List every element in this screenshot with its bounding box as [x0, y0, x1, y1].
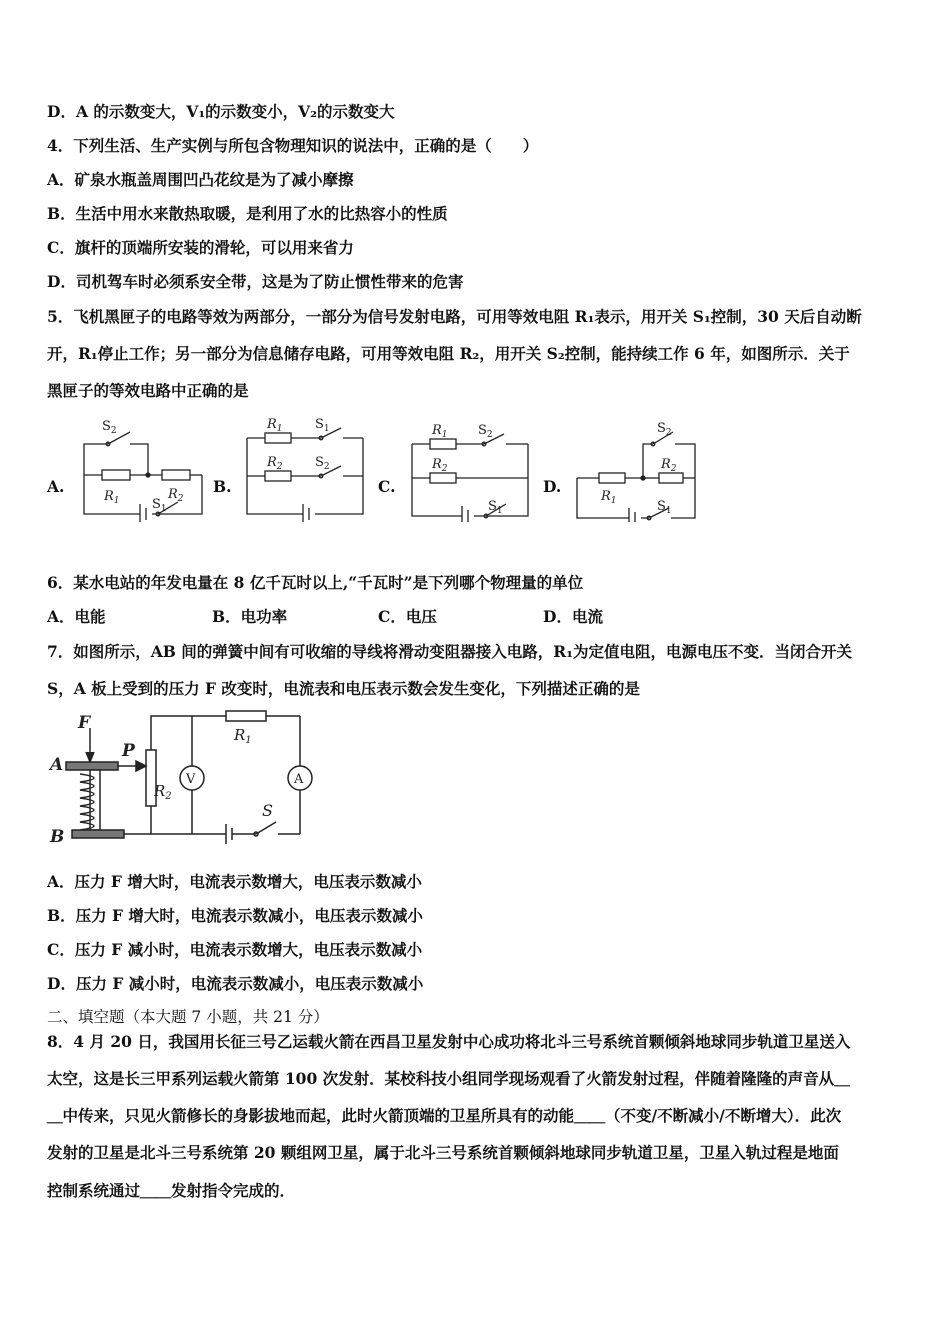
circuit-b-s1-label: S [315, 417, 324, 432]
circuit-a-r2-sub: 2 [177, 494, 184, 504]
q5-stem-line2: 开，R₁停止工作；另一部分为信息储存电路，可用等效电阻 R₂，用开关 S₂控制，能持续工作 6 年，如图所示．关于 [47, 344, 850, 363]
circuit-a-r2-label: R [168, 487, 178, 502]
q4-option-d: D．司机驾车时必须系安全带，这是为了防止惯性带来的危害 [47, 272, 464, 291]
q6-option-b: B．电功率 [212, 607, 288, 626]
svg-text:R1 [233, 726, 252, 746]
q5-label-d: D. [543, 477, 562, 496]
q6-option-a: A．电能 [47, 607, 106, 626]
circuit-c-r2-sub: 2 [441, 464, 448, 474]
q4-option-c: C．旗杆的顶端所安装的滑轮，可以用来省力 [47, 238, 354, 257]
circuit-b-r2-sub: 2 [276, 462, 283, 472]
circuit-c-r1-label: R [432, 423, 442, 438]
circuit-a-s1-sub: 1 [160, 504, 167, 514]
svg-text:R1 [600, 489, 617, 506]
circuit-b-r1-label: R [267, 417, 277, 432]
q5-label-a: A. [47, 477, 65, 496]
circuit-a-diagram [78, 416, 208, 522]
circuit-c-r1-sub: 1 [441, 430, 448, 440]
q8-line4: 发射的卫星是北斗三号系统第 20 颗组网卫星，属于北斗三号系统首颗倾斜地球同步轨道卫星，卫星入轨过程是地面 [47, 1143, 839, 1162]
q4-stem: 4．下列生活、生产实例与所包含物理知识的说法中，正确的是（ ） [47, 136, 539, 155]
q7-option-b: B．压力 F 增大时，电流表示数减小，电压表示数减小 [47, 906, 423, 925]
q6-option-d: D．电流 [543, 607, 603, 626]
circuit-c-s2-label: S [478, 423, 487, 438]
circuit-d-r1-sub: 1 [610, 496, 617, 506]
circuit-d-r2-label: R [661, 457, 671, 472]
circuit-d-r2-sub: 2 [670, 464, 677, 474]
q7-stem-line1: 7．如图所示，AB 间的弹簧中间有可收缩的导线将滑动变阻器接入电路，R₁为定值电阻，电源电压不变．当闭合开关 [47, 642, 852, 661]
circuit-b-s2-sub: 2 [323, 462, 330, 472]
circuit-a-s2-sub: 2 [110, 426, 117, 436]
pressure-sensor-circuit-diagram [48, 710, 328, 850]
circuit-b-r1-sub: 1 [276, 424, 283, 434]
q8-line2: 太空，这是长三甲系列运载火箭第 100 次发射．某校科技小组同学现场观看了火箭发射过程，伴随着隆隆的声音从＿ [47, 1069, 850, 1088]
q5-stem-line1: 5．飞机黑匣子的电路等效为两部分，一部分为信号发射电路，可用等效电阻 R₁表示，用开关 S₁控制，30 天后自动断 [47, 307, 862, 326]
svg-text:S1 [152, 497, 167, 514]
q4-option-a: A．矿泉水瓶盖周围凹凸花纹是为了减小摩擦 [47, 170, 354, 189]
force-f-label: F [78, 713, 91, 733]
circuit-a-r1-label: R [104, 489, 114, 504]
plate-a-label: A [50, 755, 64, 775]
circuit-b-diagram [243, 416, 373, 522]
svg-text:R2 [431, 457, 448, 474]
switch-s-label: S [262, 801, 273, 820]
svg-text:R1 [266, 417, 283, 434]
circuit-c-s2-sub: 2 [486, 430, 493, 440]
q7-option-d: D．压力 F 减小时，电流表示数减小，电压表示数减小 [47, 974, 424, 993]
q6-stem: 6．某水电站的年发电量在 8 亿千瓦时以上,“千瓦时”是下列哪个物理量的单位 [47, 573, 584, 592]
circuit-b-s2-label: S [315, 455, 324, 470]
circuit-d-s1-sub: 1 [665, 506, 672, 516]
resistor-r2-label: R [154, 782, 166, 800]
svg-text:S2 [478, 423, 493, 440]
ammeter-icon: A [294, 772, 304, 787]
circuit-d-s2-label: S [657, 421, 666, 436]
q5-label-b: B. [213, 477, 232, 496]
circuit-d-r1-label: R [601, 489, 611, 504]
svg-text:R1 [103, 489, 120, 506]
circuit-c-s1-sub: 1 [496, 506, 503, 516]
svg-text:S2 [315, 455, 330, 472]
svg-text:S2 [657, 421, 672, 438]
q5-stem-line3: 黑匣子的等效电路中正确的是 [47, 381, 249, 400]
resistor-r1-label: R [234, 726, 246, 744]
q7-stem-line2: S，A 板上受到的压力 F 改变时，电流表和电压表示数会发生变化，下列描述正确的是 [47, 679, 640, 698]
svg-text:R2 [266, 455, 283, 472]
circuit-b-r2-label: R [267, 455, 277, 470]
svg-text:R2 [660, 457, 677, 474]
q5-label-c: C. [378, 477, 396, 496]
q4-option-b: B．生活中用水来散热取暖，是利用了水的比热容小的性质 [47, 204, 448, 223]
circuit-b-s1-sub: 1 [323, 424, 330, 434]
svg-text:S1 [488, 499, 503, 516]
circuit-d-diagram [573, 416, 703, 522]
resistor-r2-sub: 2 [165, 791, 172, 802]
section-2-title: 二、填空题（本大题 7 小题，共 21 分） [47, 1008, 329, 1026]
q8-line3: ＿中传来，只见火箭修长的身影拔地而起，此时火箭顶端的卫星所具有的动能＿＿（不变/不断减小/不断增大）．此次 [47, 1106, 842, 1125]
circuit-a-r1-sub: 1 [113, 496, 120, 506]
svg-text:S1 [315, 417, 330, 434]
circuit-d-s1-label: S [657, 499, 666, 514]
circuit-c-diagram [408, 416, 538, 522]
svg-text:R1 [431, 423, 448, 440]
circuit-c-r2-label: R [432, 457, 442, 472]
q7-option-a: A．压力 F 增大时，电流表示数增大，电压表示数减小 [47, 872, 422, 891]
voltmeter-icon: V [186, 772, 196, 787]
svg-text:R2 [167, 487, 184, 504]
q8-line1: 8．4 月 20 日，我国用长征三号乙运载火箭在西昌卫星发射中心成功将北斗三号系统首颗倾斜地球同步轨道卫星送入 [47, 1032, 851, 1051]
resistor-r1-sub: 1 [245, 735, 252, 746]
circuit-a-s1-label: S [152, 497, 161, 512]
svg-text:S2 [102, 419, 117, 436]
svg-text:S1 [657, 499, 672, 516]
q7-option-c: C．压力 F 减小时，电流表示数增大，电压表示数减小 [47, 940, 423, 959]
slider-p-label: P [122, 741, 135, 761]
q6-option-c: C．电压 [378, 607, 437, 626]
q8-line5: 控制系统通过＿＿发射指令完成的． [47, 1181, 296, 1200]
circuit-c-s1-label: S [488, 499, 497, 514]
q3-option-d: D．A 的示数变大，V₁的示数变小，V₂的示数变大 [47, 102, 395, 121]
circuit-a-s2-label: S [102, 419, 111, 434]
plate-b-label: B [50, 827, 65, 847]
svg-text:R2 [153, 782, 172, 802]
circuit-d-s2-sub: 2 [665, 428, 672, 438]
